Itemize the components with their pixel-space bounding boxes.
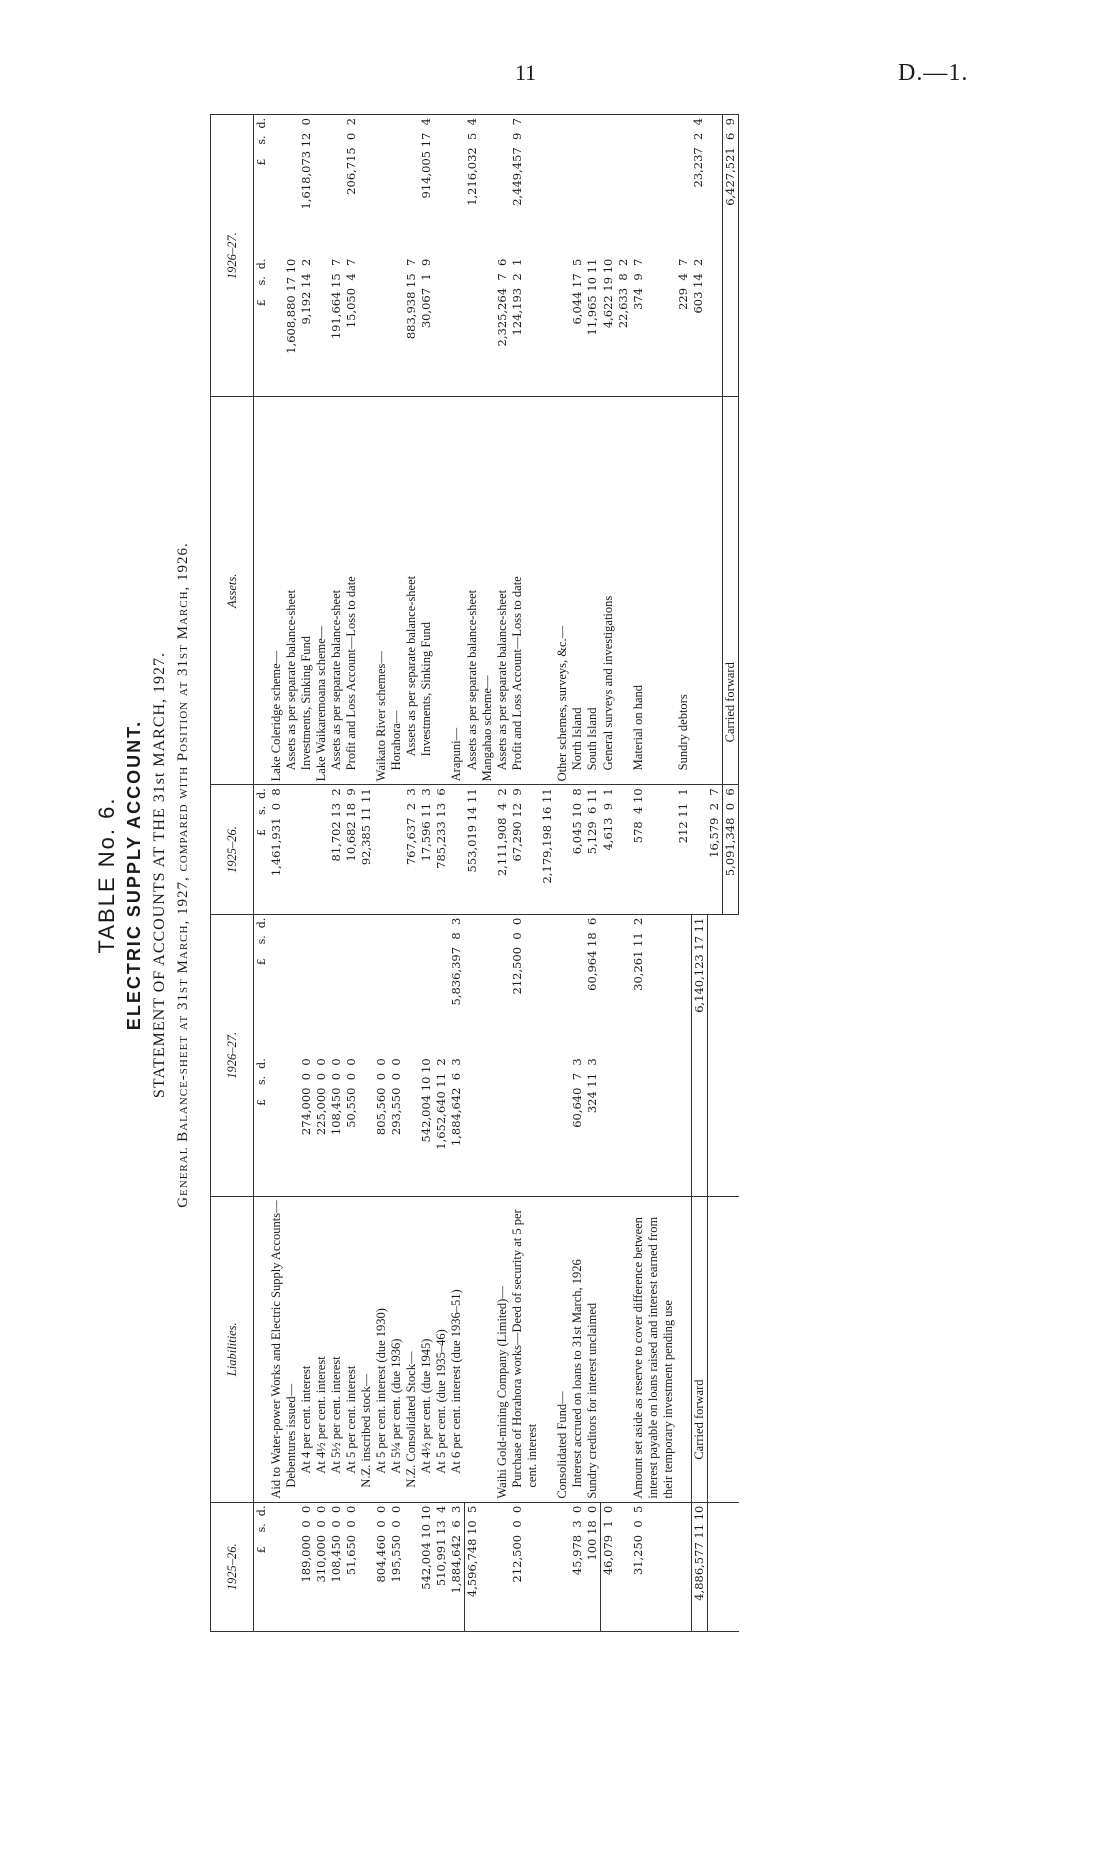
account-title: ELECTRIC SUPPLY ACCOUNT. — [124, 719, 144, 1031]
prev-liability-amount — [269, 1502, 284, 1631]
prev-liability-amount — [676, 1502, 691, 1631]
liability-total-amount — [269, 914, 284, 1055]
asset-total-amount — [631, 115, 676, 256]
prev-asset-amount — [449, 785, 465, 914]
asset-total-amount — [284, 115, 299, 256]
liability-description: Aid to Water-power Works and Electric Supply Accounts— — [269, 1196, 284, 1502]
liability-sub-amount — [510, 1055, 540, 1196]
asset-total-amount — [404, 115, 419, 256]
table-row — [344, 115, 359, 1632]
asset-total-amount — [707, 115, 723, 256]
liability-sub-amount: 108,450 0 0 — [329, 1055, 344, 1196]
asset-sub-amount — [374, 256, 389, 397]
liability-description: At 4½ per cent. interest — [314, 1196, 329, 1502]
liability-total-amount — [389, 914, 404, 1055]
table-row — [329, 115, 344, 1632]
liability-total-amount — [540, 914, 555, 1055]
asset-sub-amount: 124,193 2 1 — [510, 256, 540, 397]
asset-sub-amount — [555, 256, 570, 397]
prev-asset-amount — [691, 785, 707, 914]
prev-liability-amount — [495, 1502, 510, 1631]
asset-description: Assets as per separate balance-sheet — [495, 397, 510, 785]
asset-sub-amount: 883,938 15 7 — [404, 256, 419, 397]
asset-description — [359, 397, 374, 785]
asset-sub-amount — [359, 256, 374, 397]
liability-description: Carried forward — [691, 1196, 707, 1502]
prev-asset-amount: 10,682 18 9 — [344, 785, 359, 914]
prev-liability-amount — [284, 1502, 299, 1631]
asset-sub-amount: 15,050 4 7 — [344, 256, 359, 397]
liability-description: At 5¼ per cent. (due 1936) — [389, 1196, 404, 1502]
table-row — [585, 115, 601, 1632]
liability-sub-amount — [555, 1055, 570, 1196]
table-row — [631, 115, 676, 1632]
prev-liability-amount — [723, 1502, 739, 1631]
prev-asset-amount — [480, 785, 495, 914]
liability-description: At 4½ per cent. (due 1945) — [419, 1196, 434, 1502]
prev-liability-amount: 51,650 0 0 — [344, 1502, 359, 1631]
prev-liability-amount: 4,596,748 10 5 — [465, 1502, 481, 1631]
liability-sub-amount: 1,652,640 11 2 — [434, 1055, 449, 1196]
liability-sub-amount — [269, 1055, 284, 1196]
liability-description: Consolidated Fund— — [555, 1196, 570, 1502]
asset-total-amount: 23,237 2 4 — [691, 115, 707, 256]
liability-total-amount — [480, 914, 495, 1055]
asset-description: Assets as per separate balance-sheet — [404, 397, 419, 785]
asset-sub-amount: 603 14 2 — [691, 256, 707, 397]
asset-total-amount: 206,715 0 2 — [344, 115, 359, 256]
liability-sub-amount — [404, 1055, 419, 1196]
liability-description — [676, 1196, 691, 1502]
asset-description: Lake Waikaremoana scheme— — [314, 397, 329, 785]
asset-sub-amount: 4,622 19 10 — [601, 256, 617, 397]
asset-sub-amount — [465, 256, 481, 397]
asset-sub-amount: 229 4 7 — [676, 256, 691, 397]
table-row — [616, 115, 631, 1632]
prev-asset-amount: 2,179,198 16 11 — [540, 785, 555, 914]
liability-total-amount — [299, 914, 314, 1055]
prev-asset-amount: 4,613 9 1 — [601, 785, 617, 914]
asset-sub-amount: 11,965 10 11 — [585, 256, 601, 397]
table-row — [691, 115, 707, 1632]
prev-asset-amount — [555, 785, 570, 914]
prev-liability-amount — [616, 1502, 631, 1631]
header-row — [211, 115, 254, 1632]
asset-total-amount — [676, 115, 691, 256]
liability-description — [616, 1196, 631, 1502]
prev-asset-amount: 2,111,908 4 2 — [495, 785, 510, 914]
table-row — [449, 115, 465, 1632]
prev-liability-amount — [707, 1502, 723, 1631]
prev-asset-amount: 81,702 13 2 — [329, 785, 344, 914]
liability-sub-amount — [707, 1055, 723, 1196]
liability-sub-amount: 60,640 7 3 — [570, 1055, 585, 1196]
asset-description: South Island — [585, 397, 601, 785]
prev-liability-amount: 804,460 0 0 — [374, 1502, 389, 1631]
asset-description — [691, 397, 707, 785]
prev-liability-amount: 310,000 0 0 — [314, 1502, 329, 1631]
liability-sub-amount — [616, 1055, 631, 1196]
asset-sub-amount: 191,664 15 7 — [329, 256, 344, 397]
prev-liability-amount: 542,004 10 10 — [419, 1502, 434, 1631]
liability-sub-amount: 50,550 0 0 — [344, 1055, 359, 1196]
liability-description — [540, 1196, 555, 1502]
liability-sub-amount — [495, 1055, 510, 1196]
prev-asset-amount: 5,129 6 11 — [585, 785, 601, 914]
asset-description: North Island — [570, 397, 585, 785]
header-curr-assets: 1926–27. — [211, 115, 254, 397]
prev-asset-amount — [314, 785, 329, 914]
liability-description — [465, 1196, 481, 1502]
header-curr-liab: 1926–27. — [211, 914, 254, 1196]
liability-sub-amount — [601, 1055, 617, 1196]
lsd-label: £ s. d. — [254, 256, 270, 397]
asset-sub-amount — [449, 256, 465, 397]
table-row — [389, 115, 404, 1632]
liability-total-amount — [676, 914, 691, 1055]
prev-liability-amount: 1,884,642 6 3 — [449, 1502, 465, 1631]
asset-description: Investments, Sinking Fund — [299, 397, 314, 785]
lsd-label: £ s. d. — [255, 917, 268, 966]
liability-sub-amount: 274,000 0 0 — [299, 1055, 314, 1196]
lsd-label: £ s. d. — [254, 785, 270, 914]
asset-sub-amount: 6,044 17 5 — [570, 256, 585, 397]
asset-description: Arapuni— — [449, 397, 465, 785]
titles-block — [92, 110, 202, 1640]
asset-sub-amount — [389, 256, 404, 397]
liability-description: Sundry creditors for interest unclaimed — [585, 1196, 601, 1502]
asset-total-amount — [329, 115, 344, 256]
liability-total-amount — [344, 914, 359, 1055]
header-assets: Assets. — [211, 397, 254, 785]
table-row — [570, 115, 585, 1632]
prev-asset-amount — [389, 785, 404, 914]
liability-description: At 5½ per cent. interest — [329, 1196, 344, 1502]
liability-sub-amount — [359, 1055, 374, 1196]
asset-description: Profit and Loss Account—Loss to date — [344, 397, 359, 785]
liability-total-amount — [601, 914, 617, 1055]
prev-asset-amount: 785,233 13 6 — [434, 785, 449, 914]
asset-total-amount — [570, 115, 585, 256]
rotated-balance-sheet — [92, 110, 972, 1640]
asset-description: Assets as per separate balance-sheet — [465, 397, 481, 785]
liability-total-amount — [434, 914, 449, 1055]
asset-description: Carried forward — [723, 397, 739, 785]
liability-total-amount — [465, 914, 481, 1055]
liability-description: At 5 per cent. interest (due 1930) — [374, 1196, 389, 1502]
asset-description: Mangahao scheme— — [480, 397, 495, 785]
prev-liability-amount: 510,991 13 4 — [434, 1502, 449, 1631]
asset-sub-amount — [480, 256, 495, 397]
table-row — [540, 115, 555, 1632]
page-number: 11 — [515, 60, 537, 85]
asset-description: Investments, Sinking Fund — [419, 397, 434, 785]
asset-description — [616, 397, 631, 785]
asset-total-amount — [585, 115, 601, 256]
asset-description — [707, 397, 723, 785]
asset-description: Sundry debtors — [676, 397, 691, 785]
table-row — [723, 115, 739, 1632]
prev-liability-amount: 31,250 0 5 — [631, 1502, 676, 1631]
table-row — [419, 115, 434, 1632]
prev-asset-amount — [374, 785, 389, 914]
liability-total-amount — [555, 914, 570, 1055]
table-row — [480, 115, 495, 1632]
asset-sub-amount: 30,067 1 9 — [419, 256, 434, 397]
lsd-label: £ s. d. — [254, 115, 270, 256]
prev-asset-amount: 6,045 10 8 — [570, 785, 585, 914]
liability-description: N.Z. Consolidated Stock— — [404, 1196, 419, 1502]
table-number: TABLE No. 6. — [94, 796, 119, 954]
asset-total-amount: 2,449,457 9 7 — [510, 115, 540, 256]
table-row — [269, 115, 284, 1632]
asset-total-amount — [616, 115, 631, 256]
asset-total-amount — [314, 115, 329, 256]
liability-sub-amount — [284, 1055, 299, 1196]
prev-asset-amount: 17,596 11 3 — [419, 785, 434, 914]
liability-description: Purchase of Horahora works—Deed of security at 5 per cent. interest — [510, 1196, 540, 1502]
asset-sub-amount — [269, 256, 284, 397]
liability-description: Waihi Gold-mining Company (Limited)— — [495, 1196, 510, 1502]
liability-description: At 5 per cent. interest — [344, 1196, 359, 1502]
prev-liability-amount: 46,079 1 0 — [601, 1502, 617, 1631]
header-liabilities: Liabilities. — [211, 1196, 254, 1502]
asset-sub-amount: 22,633 8 2 — [616, 256, 631, 397]
liability-sub-amount: 805,560 0 0 — [374, 1055, 389, 1196]
prev-asset-amount: 16,579 2 7 — [707, 785, 723, 914]
asset-total-amount — [540, 115, 555, 256]
liability-description: N.Z. inscribed stock— — [359, 1196, 374, 1502]
asset-description: Assets as per separate balance-sheet — [329, 397, 344, 785]
asset-sub-amount: 2,325,264 7 6 — [495, 256, 510, 397]
asset-description — [434, 397, 449, 785]
prev-liability-amount — [404, 1502, 419, 1631]
liability-total-amount — [707, 914, 723, 1055]
asset-description: Other schemes, surveys, &c.— — [555, 397, 570, 785]
asset-total-amount — [359, 115, 374, 256]
liability-total-amount: 6,140,123 17 11 — [691, 914, 707, 1055]
asset-total-amount — [601, 115, 617, 256]
liability-sub-amount: 324 11 3 — [585, 1055, 601, 1196]
table-row — [299, 115, 314, 1632]
asset-description: Profit and Loss Account—Loss to date — [510, 397, 540, 785]
liability-description — [601, 1196, 617, 1502]
lsd-row — [254, 115, 270, 1632]
prev-asset-amount: 578 4 10 — [631, 785, 676, 914]
prev-asset-amount: 212 11 1 — [676, 785, 691, 914]
liability-description — [480, 1196, 495, 1502]
header-prev-assets: 1925–26. — [211, 785, 254, 914]
asset-total-amount: 1,618,073 12 0 — [299, 115, 314, 256]
liability-sub-amount: 293,550 0 0 — [389, 1055, 404, 1196]
liability-total-amount — [419, 914, 434, 1055]
table-row — [601, 115, 617, 1632]
liability-sub-amount — [540, 1055, 555, 1196]
asset-sub-amount — [434, 256, 449, 397]
liability-total-amount: 60,964 18 6 — [585, 917, 599, 991]
liability-total-amount: 212,500 0 0 — [510, 917, 524, 995]
statement-title: STATEMENT OF ACCOUNTS AT THE 31st MARCH, 1927. — [151, 651, 168, 1099]
liability-total-amount: 5,836,397 8 3 — [449, 917, 463, 1006]
table-row — [510, 115, 540, 1632]
asset-description: Assets as per separate balance-sheet — [284, 397, 299, 785]
prev-liability-amount — [555, 1502, 570, 1631]
prev-asset-amount: 67,290 12 9 — [510, 785, 540, 914]
prev-liability-amount: 189,000 0 0 — [299, 1502, 314, 1631]
asset-sub-amount — [540, 256, 555, 397]
prev-asset-amount: 5,091,348 0 6 — [723, 785, 739, 914]
prev-asset-amount: 553,019 14 11 — [465, 785, 481, 914]
liability-sub-amount: 542,004 10 10 — [419, 1055, 434, 1196]
liability-sub-amount — [676, 1055, 691, 1196]
liability-sub-amount: 1,884,642 6 3 — [449, 1055, 465, 1196]
asset-total-amount — [374, 115, 389, 256]
table-row — [555, 115, 570, 1632]
prev-liability-amount: 195,550 0 0 — [389, 1502, 404, 1631]
liability-sub-amount — [691, 1055, 707, 1196]
liability-total-amount — [314, 914, 329, 1055]
subtitle: General Balance-sheet at 31st March, 1927, compared with Position at 31st March, 1926. — [175, 542, 191, 1208]
asset-total-amount: 914,005 17 4 — [419, 115, 434, 256]
liability-description — [723, 1196, 739, 1502]
table-row — [359, 115, 374, 1632]
asset-total-amount — [449, 115, 465, 256]
liability-sub-amount — [723, 1055, 739, 1196]
prev-liability-amount: 100 18 0 — [585, 1502, 601, 1631]
table-row — [434, 115, 449, 1632]
asset-description: Material on hand — [631, 397, 676, 785]
prev-liability-amount — [540, 1502, 555, 1631]
liability-total-amount — [374, 914, 389, 1055]
asset-sub-amount: 374 9 7 — [631, 256, 676, 397]
liability-total-amount — [359, 914, 374, 1055]
prev-asset-amount — [284, 785, 299, 914]
liability-description: At 6 per cent. interest (due 1936–51) — [449, 1196, 465, 1502]
prev-asset-amount: 92,385 11 11 — [359, 785, 374, 914]
asset-sub-amount — [723, 256, 739, 397]
asset-description: Lake Coleridge scheme— — [269, 397, 284, 785]
asset-total-amount — [480, 115, 495, 256]
asset-description: Waikato River schemes— — [374, 397, 389, 785]
asset-sub-amount: 9,192 14 2 — [299, 256, 314, 397]
liability-total-amount — [616, 914, 631, 1055]
asset-total-amount — [495, 115, 510, 256]
prev-liability-amount: 108,450 0 0 — [329, 1502, 344, 1631]
table-row — [314, 115, 329, 1632]
liability-total-amount — [570, 914, 585, 1055]
asset-sub-amount — [707, 256, 723, 397]
header-prev-liab: 1925–26. — [211, 1502, 254, 1631]
asset-total-amount — [269, 115, 284, 256]
table-row — [374, 115, 389, 1632]
liability-sub-amount — [631, 1055, 676, 1196]
prev-liability-amount — [359, 1502, 374, 1631]
prev-liability-amount: 45,978 3 0 — [570, 1502, 585, 1631]
asset-total-amount — [434, 115, 449, 256]
asset-description: Horahora— — [389, 397, 404, 785]
prev-asset-amount — [299, 785, 314, 914]
lsd-label: £ s. d. — [254, 1055, 270, 1196]
table-row — [676, 115, 691, 1632]
prev-asset-amount — [616, 785, 631, 914]
asset-total-amount — [389, 115, 404, 256]
table-row — [707, 115, 723, 1632]
prev-liability-amount — [480, 1502, 495, 1631]
asset-total-amount — [555, 115, 570, 256]
liability-description — [707, 1196, 723, 1502]
liability-total-amount: 30,261 11 2 — [631, 917, 645, 991]
liability-description: At 5 per cent. (due 1935–46) — [434, 1196, 449, 1502]
asset-total-amount: 1,216,032 5 4 — [465, 115, 481, 256]
asset-description: General surveys and investigations — [601, 397, 617, 785]
liability-sub-amount — [480, 1055, 495, 1196]
prev-liability-amount: 212,500 0 0 — [510, 1502, 540, 1631]
asset-sub-amount — [314, 256, 329, 397]
asset-total-amount: 6,427,521 6 9 — [723, 115, 739, 256]
liability-description: Amount set aside as reserve to cover difference between interest payable on loans raised and interest earned from their temporary investment pending use — [631, 1196, 676, 1502]
asset-sub-amount: 1,608,880 17 10 — [284, 256, 299, 397]
liability-sub-amount — [465, 1055, 481, 1196]
table-row — [284, 115, 299, 1632]
table-row — [465, 115, 481, 1632]
table-row — [404, 115, 419, 1632]
asset-description — [540, 397, 555, 785]
liability-total-amount — [723, 914, 739, 1055]
liability-description: At 4 per cent. interest — [299, 1196, 314, 1502]
liability-total-amount — [404, 914, 419, 1055]
prev-liability-amount: 4,886,577 11 10 — [691, 1502, 707, 1631]
liability-total-amount — [329, 914, 344, 1055]
balance-sheet-table — [210, 114, 739, 1632]
prev-asset-amount: 1,461,931 0 8 — [269, 785, 284, 914]
liability-sub-amount: 225,000 0 0 — [314, 1055, 329, 1196]
table-row — [495, 115, 510, 1632]
liability-total-amount — [284, 914, 299, 1055]
liability-description: Interest accrued on loans to 31st March, 1926 — [570, 1196, 585, 1502]
document-reference: D.—1. — [898, 60, 969, 86]
prev-asset-amount: 767,637 2 3 — [404, 785, 419, 914]
liability-total-amount — [495, 914, 510, 1055]
liability-description: Debentures issued— — [284, 1196, 299, 1502]
lsd-label: £ s. d. — [254, 1502, 270, 1631]
